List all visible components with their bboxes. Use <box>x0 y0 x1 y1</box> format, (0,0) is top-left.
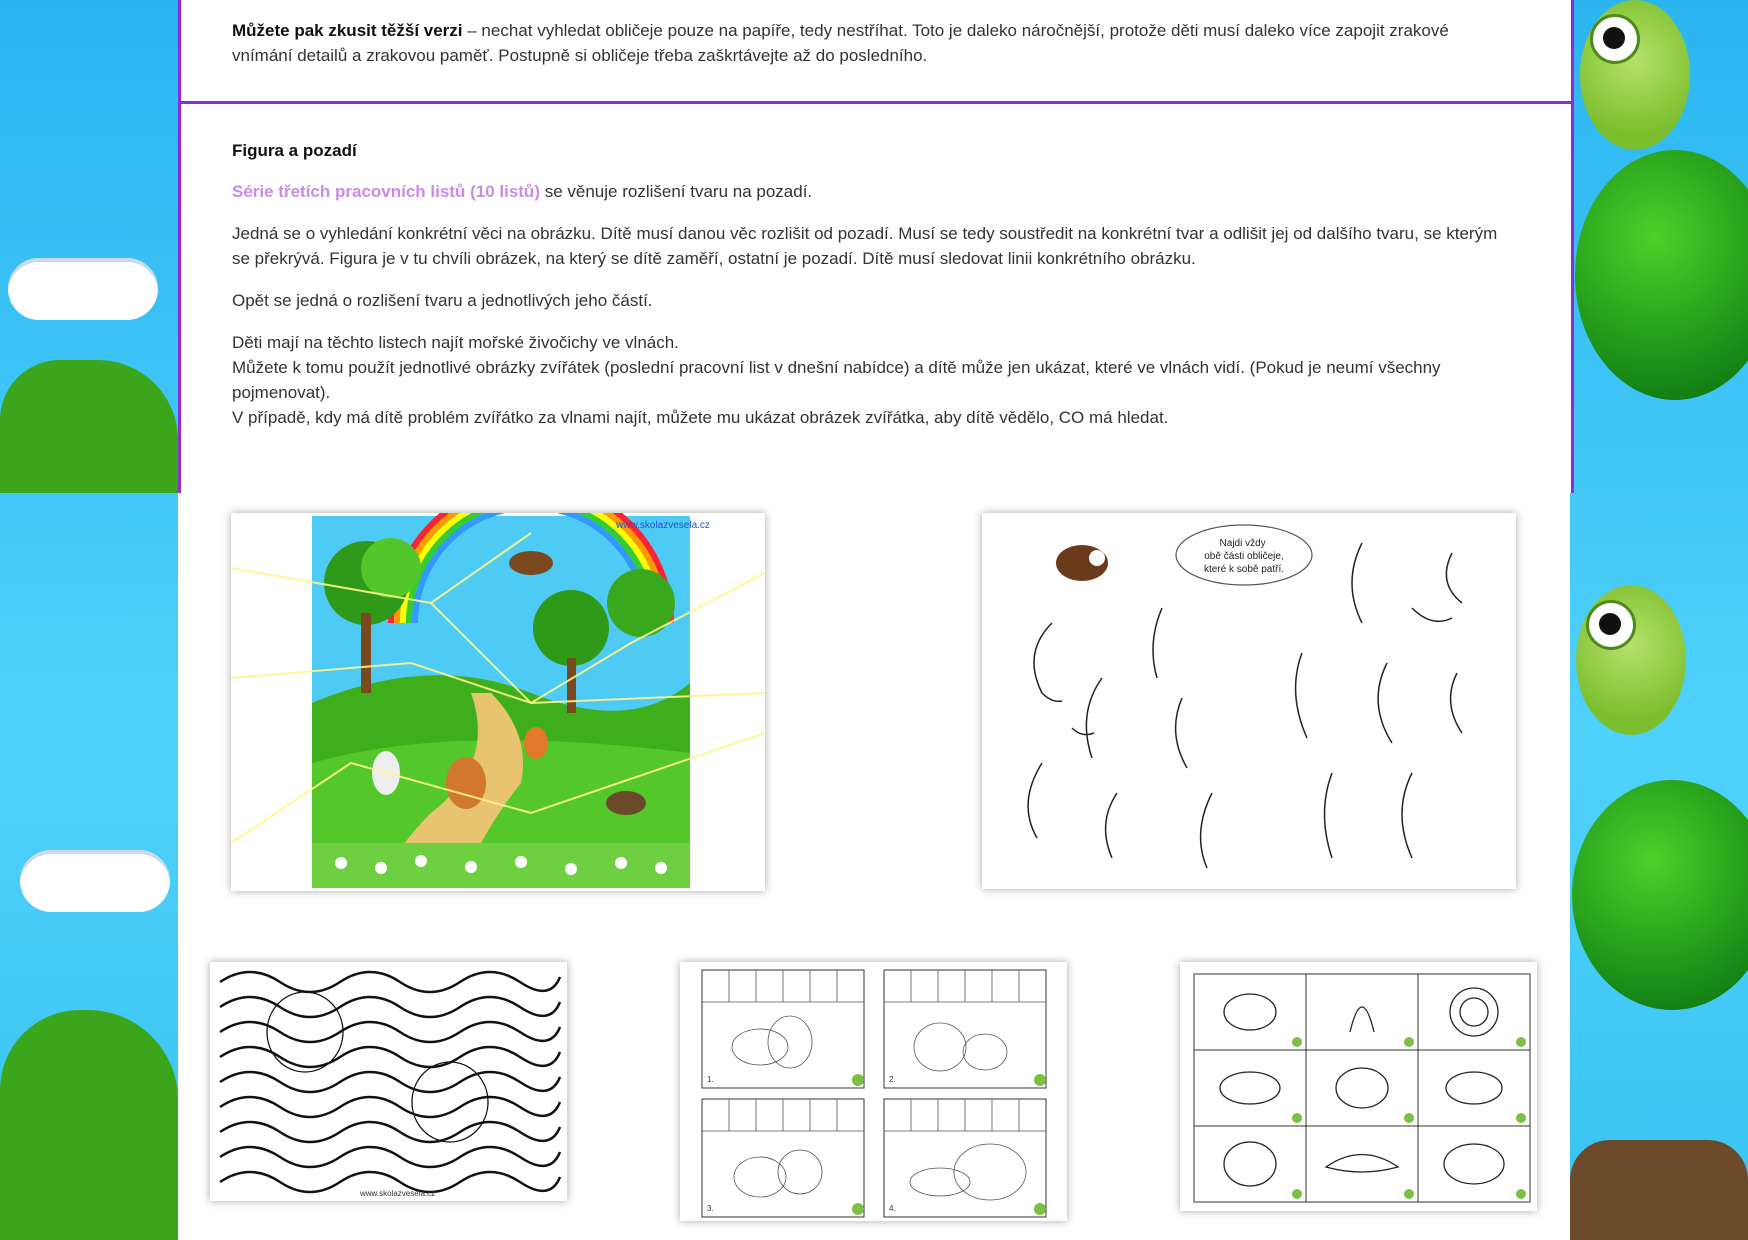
landscape-worksheet-thumbnail[interactable] <box>231 513 765 891</box>
faces-bubble-line: obě části obličeje, <box>1204 551 1284 562</box>
series-paragraph <box>232 179 1512 204</box>
waves-watermark: www.skolazvesela.cz <box>360 1189 436 1198</box>
grid-number-3: 3. <box>707 1204 714 1213</box>
intro-bold: Můžete pak zkusit těžší verzi <box>232 21 463 40</box>
grass-left-top <box>0 360 178 493</box>
sea-line-2: Můžete k tomu použít jednotlivé obrázky zvířátek (poslední pracovní list v dnešní nabídce) a dítě může jen ukázat, které ve vlnách vidí. (Pokud je neumí všechny pojmenovat). <box>232 358 1441 402</box>
intro-paragraph <box>232 18 1512 68</box>
section-divider <box>181 101 1571 104</box>
animal-cards-thumbnail[interactable] <box>1180 962 1537 1211</box>
intro-rest: – nechat vyhledat obličeje pouze na papíře, tedy nestříhat. Toto je daleko náročnější, protože děti musí daleko více zapojit zrakové vnímání detailů a zrakovou paměť. Postupně si obličeje třeba zaškrtávejte až do posledního. <box>232 21 1449 65</box>
grass-left-bottom <box>0 1010 178 1240</box>
sea-line-3: V případě, kdy má dítě problém zvířátko za vlnami najít, můžete mu ukázat obrázek zvířátka, aby dítě vědělo, CO má hledat. <box>232 408 1169 427</box>
figure-paragraph: Jedná se o vyhledání konkrétní věci na obrázku. Dítě musí danou věc rozlišit od pozadí. Musí se tedy soustředit na konkrétní tvar a odlišit jej od dalšího tvaru, se kterým se překrývá. Figura je v tu chvíli obrázek, na který se dítě zaměří, ostatní je pozadí. Dítě musí sledovat linii konkrétního obrázku. <box>232 224 1498 268</box>
grid-number-2: 2. <box>889 1075 896 1084</box>
cloud-left-top <box>8 258 158 320</box>
cloud-left-bottom <box>20 850 170 912</box>
faces-bubble-line: které k sobě patří. <box>1203 564 1285 575</box>
tree-trunk-right <box>1570 1140 1748 1240</box>
series-link[interactable]: Série třetích pracovních listů (10 listů) <box>232 182 540 201</box>
faces-worksheet-thumbnail[interactable] <box>982 513 1516 889</box>
faces-bubble-line: Najdi vždy <box>1219 538 1266 549</box>
owl-pupil-icon <box>1603 27 1625 49</box>
sea-line-1: Děti mají na těchto listech najít mořské živočichy ve vlnách. <box>232 333 679 352</box>
grid-number-1: 1. <box>707 1075 714 1084</box>
owl-pupil-icon <box>1599 613 1621 635</box>
sea-animals-paragraph <box>232 330 1512 430</box>
shape-paragraph: Opět se jedná o rozlišení tvaru a jednotlivých jeho částí. <box>232 291 653 310</box>
waves-worksheet-thumbnail[interactable] <box>210 962 567 1201</box>
grid-number-4: 4. <box>889 1204 896 1213</box>
series-link-rest: se věnuje rozlišení tvaru na pozadí. <box>539 182 813 201</box>
section-heading: Figura a pozadí <box>232 141 357 160</box>
sea-animals-grid-thumbnail[interactable] <box>680 962 1067 1221</box>
landscape-watermark: www.skolazvesela.cz <box>616 520 710 531</box>
